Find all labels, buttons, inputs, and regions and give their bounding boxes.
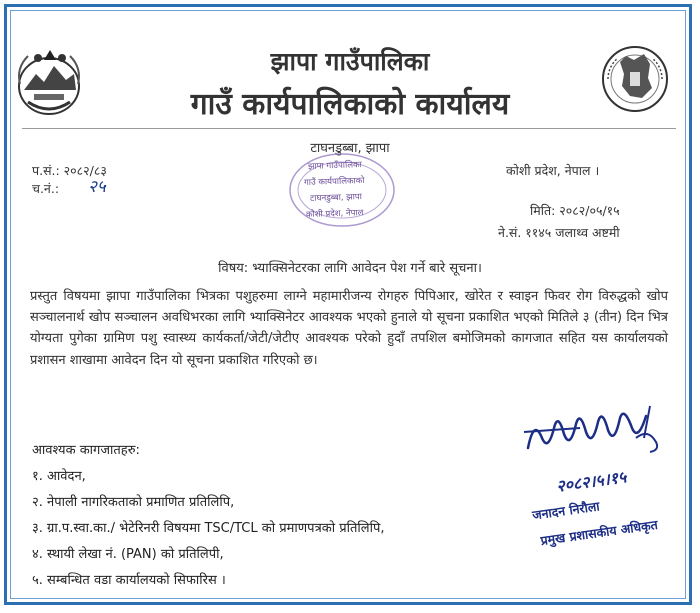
date-label: मिति: २०८२/०५/१५ [530, 203, 620, 218]
municipality-title: झापा गाउँपालिका [270, 47, 430, 76]
requirements-title: आवश्यक कागजातहरु: [32, 443, 140, 458]
stamp-line-1: झापा गाउँपालिका [307, 160, 362, 172]
notice-subject: विषय: भ्याक्सिनेटरका लागि आवेदन पेश गर्ने बारे सूचना। [218, 261, 482, 276]
fiscal-reference: प.सं.: २०८२/८३ [32, 163, 107, 178]
dispatch-label: च.नं.: [32, 181, 60, 196]
officer-name: जनादन निरौला [531, 498, 601, 523]
requirement-item: १. आवेदन, [32, 469, 86, 484]
official-stamp [286, 150, 398, 230]
office-title: गाउँ कार्यपालिकाको कार्यालय [190, 87, 510, 122]
signature-date: २०८२।५।१५ [555, 467, 628, 496]
requirement-item: ४. स्थायी लेखा नं. (PAN) को प्रतिलिपी, [32, 547, 224, 562]
nepal-sambat-date: ने.सं. ११४५ जलाथ्व अष्टमी [498, 225, 620, 240]
requirement-item: ५. सम्बन्धित वडा कार्यालयको सिफारिस । [32, 573, 226, 588]
header-divider [22, 128, 676, 129]
handwritten-signature [520, 398, 670, 460]
stamp-line-3: टाघनडुब्बा, झापा [309, 192, 363, 204]
stamp-line-4: कोशी प्रदेश, नेपाल [305, 207, 364, 220]
dispatch-number-handwritten: २५ [88, 177, 106, 197]
requirement-item: २. नेपाली नागरिकताको प्रमाणित प्रतिलिपि, [32, 495, 235, 510]
requirement-item: ३. ग्रा.प.स्वा.का./ भेटेरिनरी विषयमा TSC/TCL को प्रमाणपत्रको प्रतिलिपि, [32, 521, 385, 536]
office-address: टाघनडुब्बा, झापा [310, 141, 390, 156]
stamp-line-2: गाउँ कार्यपालिकाको [303, 175, 365, 189]
notice-body: प्रस्तुत विषयमा झापा गाउँपालिका भित्रका पशुहरुमा लाग्ने महामारीजन्य रोगहरु पिपिआर, खोरेत र स्वाइन फिवर रोग विरुद्धको खोप सञ्चालनार्थ खोप सञ्चालन अवधिभरका लागि भ्याक्सिनेटर आवश्यक भएको हुनाले यो सूचना प्रकाशित भएको मितिले ३ (तीन) दिन भित्र योग्यता पुगेका ग्रामिण पशु स्वास्थ्य कार्यकर्ता/जेटी/जेटीए आवश्यक परेको हुदाँ तपशिल बमोजिमको कागजात सहित यस कार्यालयको प्रशासन शाखामा आवेदन दिन यो सूचना प्रकाशित गरिएको छ। [30, 289, 668, 368]
province-label: कोशी प्रदेश, नेपाल । [506, 163, 600, 178]
officer-title: प्रमुख प्रशासकीय अधिकृत [539, 516, 659, 549]
